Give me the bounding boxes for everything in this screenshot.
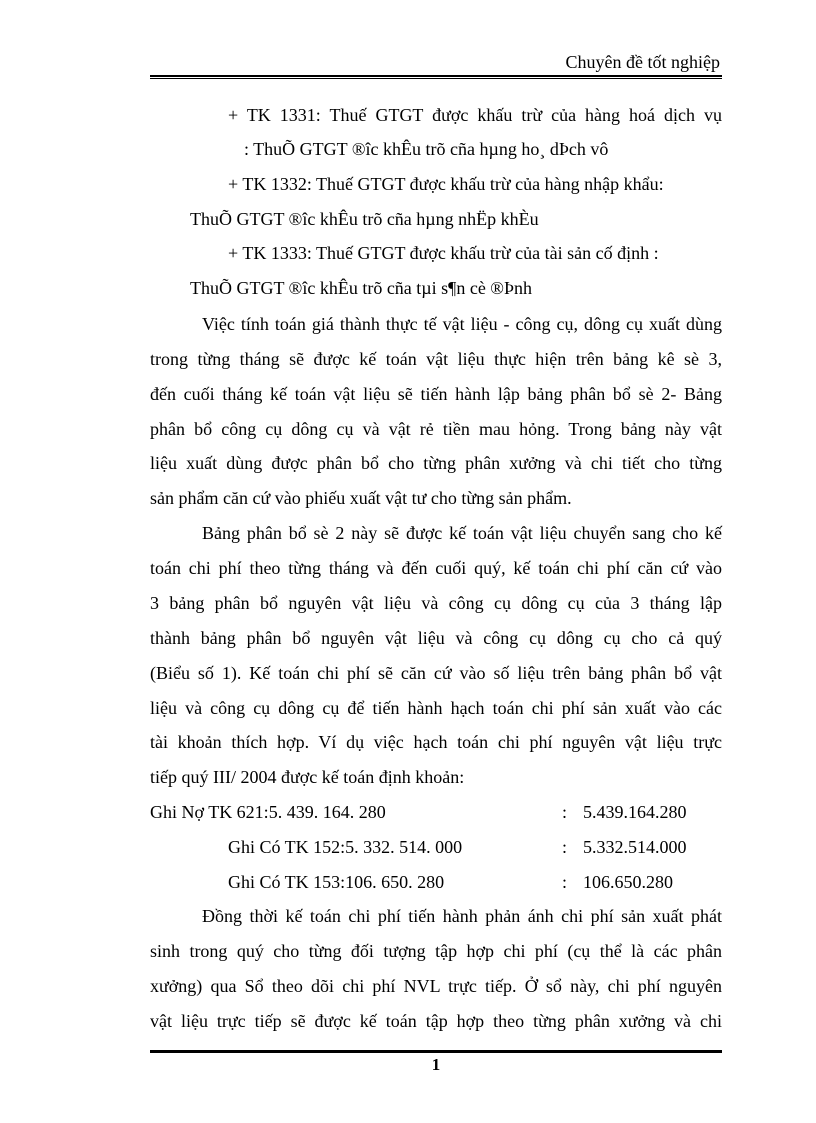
- entry-debit-621-label: Ghi Nợ TK 621:5. 439. 164. 280: [150, 802, 386, 822]
- entry-credit-152-amount: 5.332.514.000: [583, 837, 687, 857]
- entry-credit-152-colon: :: [562, 837, 568, 857]
- entry-credit-152-label: Ghi Có TK 152:5. 332. 514. 000: [228, 837, 463, 857]
- tk-1332-line: + TK 1332: Thuế GTGT được khấu trừ của hàng nhập khẩu:: [228, 174, 664, 194]
- footer-rule: [150, 1050, 722, 1053]
- paragraph-1-line: đến cuối tháng kế toán vật liệu sẽ tiến hành lập bảng phân bổ sè 2- Bảng: [150, 384, 722, 404]
- paragraph-3-line: sinh trong quý cho từng đối tượng tập hợp chi phí (cụ thể là các phân: [150, 941, 722, 961]
- paragraph-2-line: thành bảng phân bổ nguyên vật liệu và công cụ dông cụ cho cả quý: [150, 628, 722, 648]
- entry-credit-153-amount: 106.650.280: [583, 872, 673, 892]
- entry-debit-621-colon: :: [562, 802, 568, 822]
- paragraph-3-line: vật liệu trực tiếp sẽ được kế toán tập hợp theo từng phân xưởng và chi: [150, 1011, 722, 1031]
- paragraph-1-line: Việc tính toán giá thành thực tế vật liệu - công cụ, dông cụ xuất dùng: [202, 314, 722, 334]
- header-rule: [150, 75, 722, 77]
- tk-1331-legacy-line: : ThuÕ GTGT ®îc khÊu trõ cña hµng ho¸ dÞch vô: [244, 139, 609, 159]
- paragraph-1-line: liệu xuất dùng được phân bổ cho từng phân xưởng và chi tiết cho từng: [150, 453, 722, 473]
- tk-1333-legacy-line: ThuÕ GTGT ®îc khÊu trõ cña tµi s¶n cè ®Þnh: [190, 278, 532, 298]
- paragraph-2-line: Bảng phân bổ sè 2 này sẽ được kế toán vật liệu chuyển sang cho kế: [202, 523, 722, 543]
- paragraph-1-line: phân bổ công cụ dông cụ và vật rẻ tiền mau hỏng. Trong bảng này vật: [150, 419, 722, 439]
- paragraph-1-line: trong từng tháng sẽ được kế toán vật liệu thực hiện trên bảng kê sè 3,: [150, 349, 722, 369]
- page-header-title: Chuyên đề tốt nghiệp: [565, 52, 720, 72]
- tk-1331-line: + TK 1331: Thuế GTGT được khấu trừ của hàng hoá dịch vụ: [228, 105, 722, 125]
- entry-credit-153-colon: :: [562, 872, 568, 892]
- paragraph-2-line: 3 bảng phân bổ nguyên vật liệu và công cụ dông cụ của 3 tháng lập: [150, 593, 722, 613]
- paragraph-1-line: sản phẩm căn cứ vào phiếu xuất vật tư cho từng sản phẩm.: [150, 488, 572, 508]
- page-number: 1: [431, 1055, 441, 1074]
- paragraph-2-line: toán chi phí theo từng tháng và đến cuối quý, kế toán chi phí căn cứ vào: [150, 558, 722, 578]
- tk-1333-line: + TK 1333: Thuế GTGT được khấu trừ của tài sản cố định :: [228, 243, 659, 263]
- tk-1332-legacy-line: ThuÕ GTGT ®îc khÊu trõ cña hµng nhËp khÈu: [190, 209, 539, 229]
- paragraph-2-line: tài khoản thích hợp. Ví dụ việc hạch toán chi phí nguyên vật liệu trực: [150, 732, 722, 752]
- header-rule-thin: [150, 78, 722, 79]
- paragraph-2-line: (Biểu số 1). Kế toán chi phí sẽ căn cứ vào số liệu trên bảng phân bổ vật: [150, 663, 722, 683]
- paragraph-3-line: xưởng) qua Sổ theo dõi chi phí NVL trực tiếp. Ở sổ này, chi phí nguyên: [150, 976, 722, 996]
- paragraph-2-line: tiếp quý III/ 2004 được kế toán định khoản:: [150, 767, 465, 787]
- paragraph-2-line: liệu và công cụ dông cụ để tiến hành hạch toán chi phí sản xuất vào các: [150, 698, 722, 718]
- entry-debit-621-amount: 5.439.164.280: [583, 802, 687, 822]
- entry-credit-153-label: Ghi Có TK 153:106. 650. 280: [228, 872, 445, 892]
- paragraph-3-line: Đồng thời kế toán chi phí tiến hành phản ánh chi phí sản xuất phát: [202, 906, 722, 926]
